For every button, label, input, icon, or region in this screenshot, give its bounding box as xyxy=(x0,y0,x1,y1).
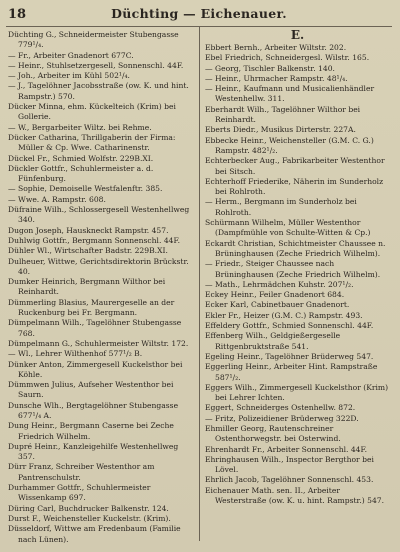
directory-entry: Düfraine Wilh., Schlossergesell Westenhellweg 340. xyxy=(8,205,190,225)
directory-entry: — Friedr., Steiger Chaussee nach Brüninghausen (Zeche Friedrich Wilhelm). xyxy=(205,259,381,279)
directory-entry: Dünker Anton, Zimmergesell Kuckelsthor bei Köhle. xyxy=(8,359,183,379)
directory-entry: Ehmiller Georg, Rautenschreiner Ostenthorwegstr. bei Osterwind. xyxy=(205,423,341,444)
directory-entry: Dung Heinr., Bergmann Caserne bei Zeche Friedrich Wilhelm. xyxy=(8,421,174,441)
directory-entry: — Joh., Arbeiter im Kühl 502¹/₄. xyxy=(8,71,130,81)
directory-entry: — Sophie, Demoiselle Westfalenftr. 385. xyxy=(8,184,163,194)
directory-entry: Düchting G., Schneidermeister Stubengasse 779¹/₄. xyxy=(8,30,179,50)
directory-entry: Eberhardt Wilh., Tagelöhner Wilthor bei Reinhardt. xyxy=(205,104,361,125)
directory-entry: Ehrenhardt Fr., Arbeiter Sonnenschl. 44F. xyxy=(205,444,368,454)
directory-entry: Dückler Gottfr., Schuhlermeister a. d. Fünfenburg. xyxy=(8,163,154,184)
directory-entry: — J., Tagelöhner Jacobsstraße (ow. K. und hint. Rampstr.) 570. xyxy=(8,81,189,101)
directory-entry: Dulheuer, Wittwe, Gerichtsdirektorin Brückstr. 40. xyxy=(8,256,189,276)
running-title: Düchting — Eichenauer. xyxy=(111,6,287,21)
directory-entry: — Wwe. A. Rampstr. 608. xyxy=(8,194,106,204)
directory-entry: Duhlwig Gottfr., Bergmann Sonnenschl. 44F. xyxy=(8,235,180,245)
directory-entry: — Math., Lehrmädchen Kuhstr. 207¹/₂. xyxy=(205,279,354,289)
directory-entry: Ecker Karl, Cabinetbauer Gnadenort. xyxy=(205,300,350,310)
directory-entry: — Georg, Tischler Balkenstr. 140. xyxy=(205,63,335,73)
directory-entry: — Wl., Lehrer Wilthenhof 577¹/₂ B. xyxy=(8,349,143,359)
directory-entry: — W., Bergarbeiter Wiltz. bei Rehme. xyxy=(8,122,152,132)
directory-entry: Dunsche Wlh., Bergtagelöhner Stubengasse 677¹/₄ A. xyxy=(8,400,179,420)
directory-entry: Ekler Fr., Heizer (G.M. C.) Rampstr. 493. xyxy=(205,310,363,320)
directory-entry: Ebbecke Heinr., Weichensteller (G.M. C. G.) Rampstr. 482¹/₂. xyxy=(205,135,374,155)
section-letter: E. xyxy=(290,28,305,42)
directory-entry: Dücker Catharina, Thrillgaberin der Firma: Müller & Cp. Wwe. Catharinenstr. xyxy=(8,132,176,153)
directory-entry: Egeling Heinr., Tagelöhner Brüderweg 547. xyxy=(205,351,374,361)
right-column xyxy=(199,27,392,549)
directory-entry: Eberts Diedr., Musikus Dirterstr. 227A. xyxy=(205,125,356,135)
directory-entry: Dümpelmann Wilh., Tagelöhner Stubengasse 768. xyxy=(8,318,182,338)
directory-entry: Ehrlich Jacob, Tagelöhner Sonnenschl. 453. xyxy=(205,475,374,485)
directory-entry: Ebel Friedrich, Schneidergesl. Wilstr. 165. xyxy=(205,53,370,63)
directory-entry: Eckardt Christian, Schichtmeister Chaussee n. Brüninghausen (Zeche Friedrich Wilhelm). xyxy=(205,238,386,258)
directory-entry: Dupré Heinr., Kanzleigehilfe Westenhellweg 357. xyxy=(8,441,179,462)
left-column xyxy=(6,27,199,549)
directory-entry: Dückel Fr., Schmied Wolfstr. 229B.XI. xyxy=(8,153,154,163)
directory-entry: — Fr., Arbeiter Gnadenort 677C. xyxy=(8,50,134,60)
directory-entry: Eggerling Heinr., Arbeiter Hint. Rampstraße 587¹/₂. xyxy=(205,362,378,382)
directory-entry: Effeldery Gottfr., Schmied Sonnenschl. 44F. xyxy=(205,321,374,331)
directory-entry: Ehringhausen Wilh., Inspector Bergthor bei Lövel. xyxy=(205,454,374,475)
directory-entry: Dürr Franz, Schreiber Westenthor am Pantrenschulstr. xyxy=(8,462,155,482)
directory-entry: — Heinr., Uhrmacher Rampstr. 48¹/₄. xyxy=(205,73,348,83)
directory-entry: Dümmerling Blasius, Maurergeselle an der Ruckenburg bei Fr. Bergmann. xyxy=(8,297,175,318)
column-divider xyxy=(199,27,200,541)
directory-entry: — Herm., Bergmann im Sunderholz bei Rohlroth. xyxy=(205,197,357,217)
page-number: 18 xyxy=(8,7,27,22)
directory-entry: Durhammer Gottfr., Schuhlermeister Wissenkamp 697. xyxy=(8,483,151,503)
directory-entry: Eggers Wilh., Zimmergesell Kuckelsthor (Krim) bei Lehrer Ichten. xyxy=(205,382,389,403)
directory-entry: Düring Carl, Buchdrucker Balkenstr. 124. xyxy=(8,503,169,513)
directory-entry: Schürmann Wilhelm, Müller Westenthor (Dampfmühle von Schulte-Witten & Cp.) xyxy=(205,218,371,238)
directory-entry: Effenberg Wilh., Geldgießergeselle Rittgenbruktstraße 541. xyxy=(205,331,341,351)
directory-entry: Eckey Heinr., Feiler Gnadenort 684. xyxy=(205,290,345,300)
directory-entry: Dugon Joseph, Hauskneckt Rampstr. 457. xyxy=(8,225,169,235)
columns xyxy=(6,27,392,549)
directory-entry: Dücker Minna, ehm. Kückelteich (Krim) bei Gollerie. xyxy=(8,102,176,122)
directory-entry: Dümpelmann G., Schuhlermeister Wiltstr. 172. xyxy=(8,338,189,348)
directory-entry: Eichenauer Math. sen. II., Arbeiter Westerstraße (ow. K. u. hint. Rampstr.) 547. xyxy=(205,485,385,506)
directory-entry: — Heinr., Kaufmann und Musicalienhändler Westenhellw. 311. xyxy=(205,84,375,104)
directory-entry: Dümmwen Julius, Aufseher Westenthor bei Saurn. xyxy=(8,380,174,400)
directory-entry: — Heinr., Stuhlsetzergesell, Sonnenschl. 44F. xyxy=(8,60,184,70)
page-header xyxy=(6,6,392,27)
directory-entry: Echterbecker Aug., Fabrikarbeiter Westenthor bei Sitsch. xyxy=(205,156,385,176)
directory-entry: Ebbert Bernh., Arbeiter Wiltstr. 202. xyxy=(205,43,347,52)
directory-entry: Echterhoff Friederike, Näherin im Sunderholz bei Rohlroth. xyxy=(205,176,384,197)
directory-entry: Dühler Wl., Wirtschafter Badstr. 229B.XI. xyxy=(8,246,168,256)
directory-entry: Düsseldorf, Wittwe am Fredenbaum (Familie nach Lünen). xyxy=(8,524,181,544)
directory-entry: Durst F., Weichensteller Kuckelstr. (Krim). xyxy=(8,513,171,523)
directory-entry: Dumker Heinrich, Bergmann Wilthor bei Reinhardt. xyxy=(8,277,166,297)
directory-entry: — Fritz, Polizeidiener Brüderweg 322D. xyxy=(205,413,359,423)
directory-entry: Eggert, Schneiderges Ostenhellw. 872. xyxy=(205,403,356,413)
